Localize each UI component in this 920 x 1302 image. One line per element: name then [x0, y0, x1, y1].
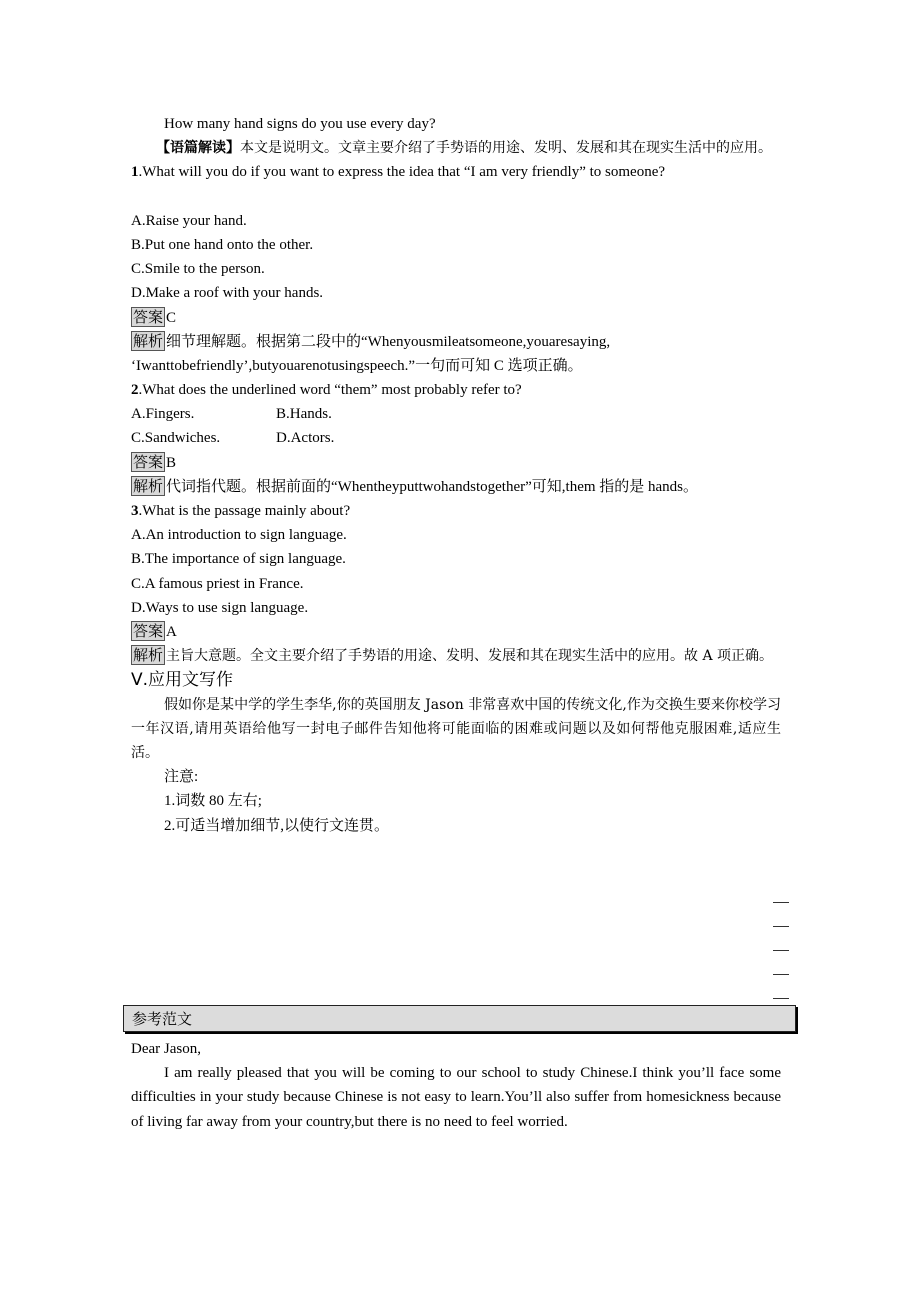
answer-value: A [166, 623, 177, 640]
question-number: 1 [131, 164, 139, 181]
answer-row [131, 620, 781, 644]
writing-line [773, 974, 789, 975]
writing-prompt-text: 假如你是某中学的学生李华,你的英国朋友 Jason 非常喜欢中国的传统文化,作为交换生要来你校学习一年汉语,请用英语给他写一封电子邮件告知他将可能面临的困难或问题以及如何帮他克服困难,适应生活。 [131, 696, 781, 761]
passage-analysis [131, 136, 781, 160]
answer-row [131, 451, 781, 475]
option: B.The importance of sign language. [131, 551, 346, 568]
explanation-text-cont: ‘Iwanttobefriendly’,butyouarenotusingspeech.”一句而可知 C 选项正确。 [131, 357, 583, 374]
section-title: Ⅴ.应用文写作 [131, 670, 234, 691]
explanation-row [131, 475, 781, 499]
answer-tag: 答案 [133, 621, 164, 640]
option: B.Hands. [276, 406, 332, 423]
explain-tag: 解析 [133, 331, 164, 350]
answer-tag: 答案 [133, 307, 164, 326]
option: C.A famous priest in France. [131, 575, 304, 592]
explanation-text: 代词指代题。根据前面的“Whentheyputtwohandstogether”可知,them 指的是 hands。 [166, 478, 699, 495]
explain-tag: 解析 [133, 476, 164, 495]
option: A.An introduction to sign language. [131, 527, 347, 544]
explanation-text: 细节理解题。根据第二段中的“Whenyousmileatsomeone,youaresaying, [166, 333, 611, 350]
option: D.Make a roof with your hands. [131, 285, 324, 302]
answer-value: B [166, 454, 177, 471]
intro-question: How many hand signs do you use every day? [164, 116, 436, 132]
question-number: 3 [131, 503, 139, 520]
option: A.Raise your hand. [131, 212, 247, 229]
question-1 [131, 160, 781, 184]
note-item: 2.可适当增加细节,以使行文连贯。 [164, 817, 390, 834]
content-column [131, 112, 781, 838]
option: B.Put one hand onto the other. [131, 236, 314, 253]
explanation-text: 主旨大意题。全文主要介绍了手势语的用途、发明、发展和其在现实生活中的应用。故 A 项正确。 [166, 648, 774, 665]
option: C.Smile to the person. [131, 261, 265, 278]
writing-line [773, 998, 789, 999]
notes-label: 注意: [164, 769, 199, 786]
writing-prompt [131, 693, 781, 766]
option: D.Actors. [276, 430, 335, 447]
question-3 [131, 499, 781, 523]
explanation-row [131, 644, 781, 668]
letter-greeting: Dear Jason, [131, 1041, 201, 1057]
sample-letter [131, 1037, 781, 1134]
option: C.Sandwiches. [131, 430, 221, 447]
answer-tag: 答案 [133, 452, 164, 471]
letter-body: I am really pleased that you will be coming to our school to study Chinese.I think you’ll face some difficulties in your study because Chinese is not easy to learn.You’ll also suffer from homesickness because of living far away from your country,but there is no need to feel worried. [131, 1065, 781, 1130]
analysis-text: 本文是说明文。文章主要介绍了手势语的用途、发明、发展和其在现实生活中的应用。 [240, 140, 772, 157]
answer-value: C [166, 309, 177, 326]
question-text: .What does the underlined word “them” most probably refer to? [138, 382, 522, 399]
explain-tag: 解析 [133, 646, 164, 665]
option: D.Ways to use sign language. [131, 599, 309, 616]
answer-lines [773, 902, 789, 1022]
answer-row [131, 306, 781, 330]
analysis-label: 【语篇解读】 [156, 140, 240, 157]
sample-essay-header: 参考范文 [123, 1005, 796, 1032]
question-2 [131, 378, 781, 402]
writing-line [773, 950, 789, 951]
writing-line [773, 926, 789, 927]
explanation-row [131, 330, 781, 354]
note-item: 1.词数 80 左右; [164, 793, 262, 810]
question-number: 2 [131, 382, 139, 399]
question-text: .What will you do if you want to express the idea that “I am very friendly” to someone? [138, 164, 666, 181]
writing-line [773, 902, 789, 903]
option: A.Fingers. [131, 406, 195, 423]
question-text: .What is the passage mainly about? [138, 503, 351, 520]
